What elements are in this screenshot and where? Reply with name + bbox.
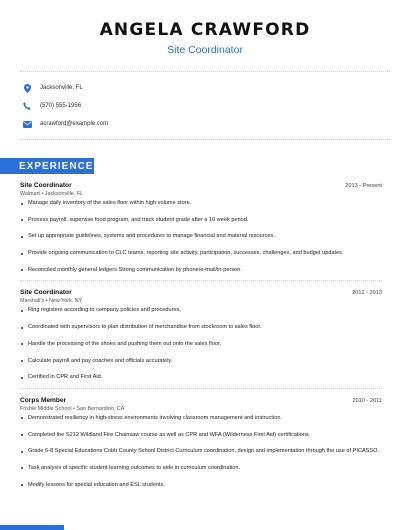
job-title: Site Coordinator <box>20 289 72 297</box>
list-item: Demonstrated resiliency in high-stress environments involving classroom management and instruction. <box>20 415 382 422</box>
divider <box>20 388 382 389</box>
resume-header <box>0 0 410 57</box>
job-entry <box>20 397 382 489</box>
candidate-title: Site Coordinator <box>167 44 243 56</box>
contact-location-text: Jacksonville, FL <box>40 85 83 91</box>
candidate-name: ANGELA CRAWFORD <box>99 20 311 40</box>
list-item: Certified in CPR and First Aid. <box>20 374 382 381</box>
list-item: Completed the S212 Wildland Fire Chainsaw course as well as CPR and WFA (Wilderness First Aid) certifications. <box>20 432 382 439</box>
section-heading-experience: EXPERIENCE <box>0 158 94 174</box>
job-entry <box>20 289 382 388</box>
job-dates: 2013 - Present <box>345 183 382 189</box>
list-item: Handle the processing of the shoes and pushing them out onto the sales floor. <box>20 341 382 348</box>
job-dates: 2010 - 2011 <box>352 397 382 404</box>
email-icon <box>22 119 32 129</box>
location-pin-icon <box>22 83 32 93</box>
divider <box>20 280 382 281</box>
list-item: Coordinated with supervisors to plan distribution of merchandise from stockroom to sales floor. <box>20 324 382 331</box>
list-item: Manage daily inventory of the sales floor within high volume store. <box>20 200 382 207</box>
job-dates: 2012 - 2013 <box>352 290 382 297</box>
contact-email-text: acrawford@example.com <box>40 121 109 127</box>
job-organization: Frisbie Middle School • San Bernardino, CA <box>20 405 125 412</box>
job-entry <box>20 182 382 281</box>
contact-list <box>0 72 410 139</box>
contact-email <box>22 115 410 133</box>
job-organization: Walmart • Jacksonville, FL <box>20 191 84 197</box>
job-title: Site Coordinator <box>20 182 72 189</box>
job-title: Corps Member <box>20 396 67 404</box>
experience-list <box>0 182 410 489</box>
contact-phone <box>22 97 410 115</box>
list-item: Reconciled monthly general ledgers Strong communication by phone/e-mail/in-person. <box>20 267 382 274</box>
job-bullets <box>20 307 382 381</box>
list-item: Grade 6-8 Special Educations Cobb County School District Curriculum coordination, design and implementation through the use of PICASSO. <box>20 448 382 455</box>
job-organization: Marshall's • New York, NY <box>20 298 83 305</box>
list-item: Calculate payroll and pay coaches and officials accurately. <box>20 358 382 365</box>
list-item: Set up appropriate guidelines, systems and procedures to manage financial and material resources. <box>20 233 382 240</box>
phone-icon <box>22 101 32 111</box>
contact-location <box>22 79 410 97</box>
list-item: Process payroll, supervise food program, and track student grade after a 10 week period. <box>20 217 382 224</box>
contact-phone-text: (570) 555-1956 <box>40 103 82 109</box>
job-bullets <box>20 200 382 274</box>
list-item: Modify lessons for special education and ESL students. <box>20 482 382 489</box>
list-item: Provide ongoing communication to CLC teams, reporting site activity, participation, successes, challenges, and budget updates. <box>20 250 382 257</box>
list-item: Ring registers according to company policies and procedures. <box>20 307 382 314</box>
divider <box>20 139 390 140</box>
list-item: Task analysis of specific student learning outcomes to aide in curriculum coordination. <box>20 465 382 472</box>
next-section-bar <box>0 525 64 530</box>
job-bullets <box>20 415 382 489</box>
